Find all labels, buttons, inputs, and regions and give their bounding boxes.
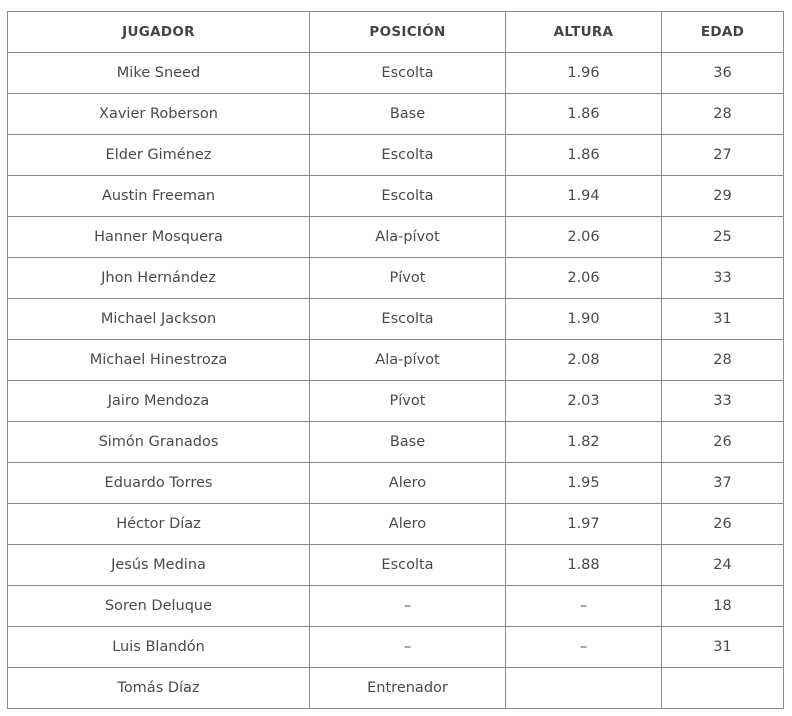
table-row bbox=[8, 422, 784, 463]
cell-player-name: Jhon Hernández bbox=[8, 258, 310, 299]
cell-position: Alero bbox=[310, 463, 506, 504]
cell-position: Base bbox=[310, 422, 506, 463]
table-row bbox=[8, 627, 784, 668]
cell-age: 31 bbox=[662, 299, 784, 340]
cell-position: Escolta bbox=[310, 545, 506, 586]
table-row bbox=[8, 135, 784, 176]
table-header-row bbox=[8, 12, 784, 53]
cell-height: 2.03 bbox=[506, 381, 662, 422]
table-row bbox=[8, 258, 784, 299]
table-row bbox=[8, 668, 784, 709]
roster-table bbox=[7, 11, 784, 709]
table-row bbox=[8, 545, 784, 586]
header-jugador: JUGADOR bbox=[8, 12, 310, 53]
cell-player-name: Mike Sneed bbox=[8, 53, 310, 94]
cell-position: – bbox=[310, 586, 506, 627]
cell-age: 37 bbox=[662, 463, 784, 504]
cell-height: 2.06 bbox=[506, 217, 662, 258]
cell-position: Ala-pívot bbox=[310, 340, 506, 381]
cell-player-name: Tomás Díaz bbox=[8, 668, 310, 709]
cell-height: 1.88 bbox=[506, 545, 662, 586]
cell-age: 29 bbox=[662, 176, 784, 217]
cell-player-name: Jesús Medina bbox=[8, 545, 310, 586]
header-edad: EDAD bbox=[662, 12, 784, 53]
cell-height: 1.94 bbox=[506, 176, 662, 217]
table-row bbox=[8, 586, 784, 627]
cell-player-name: Xavier Roberson bbox=[8, 94, 310, 135]
cell-height: 2.08 bbox=[506, 340, 662, 381]
cell-height: 1.86 bbox=[506, 94, 662, 135]
table-row bbox=[8, 53, 784, 94]
cell-height: 1.86 bbox=[506, 135, 662, 176]
table-row bbox=[8, 463, 784, 504]
table-row bbox=[8, 176, 784, 217]
cell-position: Pívot bbox=[310, 381, 506, 422]
cell-position: Escolta bbox=[310, 53, 506, 94]
cell-position: Escolta bbox=[310, 176, 506, 217]
cell-height: – bbox=[506, 627, 662, 668]
cell-player-name: Elder Giménez bbox=[8, 135, 310, 176]
cell-age: 18 bbox=[662, 586, 784, 627]
cell-age: 33 bbox=[662, 258, 784, 299]
cell-age: 24 bbox=[662, 545, 784, 586]
cell-position: Pívot bbox=[310, 258, 506, 299]
header-altura: ALTURA bbox=[506, 12, 662, 53]
cell-position: Entrenador bbox=[310, 668, 506, 709]
cell-height: 1.97 bbox=[506, 504, 662, 545]
cell-player-name: Michael Jackson bbox=[8, 299, 310, 340]
cell-age: 31 bbox=[662, 627, 784, 668]
cell-position: Escolta bbox=[310, 135, 506, 176]
cell-player-name: Austin Freeman bbox=[8, 176, 310, 217]
table-row bbox=[8, 340, 784, 381]
cell-age bbox=[662, 668, 784, 709]
cell-player-name: Soren Deluque bbox=[8, 586, 310, 627]
cell-position: Base bbox=[310, 94, 506, 135]
cell-player-name: Eduardo Torres bbox=[8, 463, 310, 504]
table-row bbox=[8, 94, 784, 135]
cell-height: 1.82 bbox=[506, 422, 662, 463]
cell-age: 27 bbox=[662, 135, 784, 176]
cell-age: 26 bbox=[662, 422, 784, 463]
cell-position: Ala-pívot bbox=[310, 217, 506, 258]
cell-age: 25 bbox=[662, 217, 784, 258]
cell-height: 1.95 bbox=[506, 463, 662, 504]
cell-player-name: Jairo Mendoza bbox=[8, 381, 310, 422]
cell-player-name: Luis Blandón bbox=[8, 627, 310, 668]
cell-age: 33 bbox=[662, 381, 784, 422]
table-row bbox=[8, 504, 784, 545]
cell-player-name: Michael Hinestroza bbox=[8, 340, 310, 381]
cell-position: Escolta bbox=[310, 299, 506, 340]
table-row bbox=[8, 299, 784, 340]
cell-age: 26 bbox=[662, 504, 784, 545]
cell-height: – bbox=[506, 586, 662, 627]
table-row bbox=[8, 217, 784, 258]
cell-player-name: Hanner Mosquera bbox=[8, 217, 310, 258]
cell-age: 28 bbox=[662, 340, 784, 381]
cell-player-name: Héctor Díaz bbox=[8, 504, 310, 545]
cell-age: 28 bbox=[662, 94, 784, 135]
cell-age: 36 bbox=[662, 53, 784, 94]
cell-position: – bbox=[310, 627, 506, 668]
header-posicion: POSICIÓN bbox=[310, 12, 506, 53]
table-row bbox=[8, 381, 784, 422]
cell-height: 1.96 bbox=[506, 53, 662, 94]
cell-height bbox=[506, 668, 662, 709]
cell-position: Alero bbox=[310, 504, 506, 545]
roster-table-container bbox=[7, 11, 783, 709]
cell-height: 1.90 bbox=[506, 299, 662, 340]
cell-player-name: Simón Granados bbox=[8, 422, 310, 463]
cell-height: 2.06 bbox=[506, 258, 662, 299]
